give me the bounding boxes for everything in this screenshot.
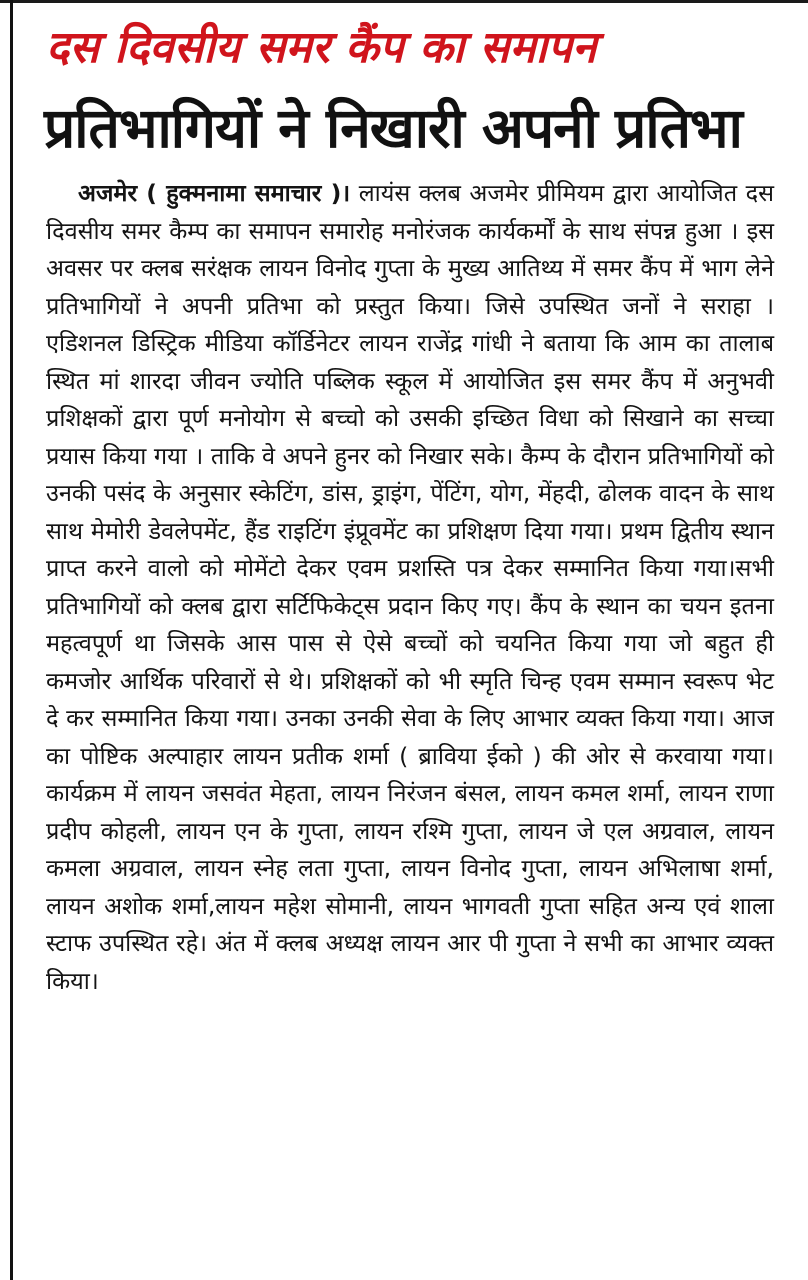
article-text: लायंस क्लब अजमेर प्रीमियम द्वारा आयोजित दस दिवसीय समर कैम्प का समापन समारोह मनोरंजक कार्यकर्मों के साथ संपन्न हुआ । इस अवसर पर क्लब सरंक्षक लायन विनोद गुप्ता के मुख्य आतिथ्य में समर कैंप में भाग लेने प्रतिभागियों ने अपनी प्रतिभा को प्रस्तुत किया। जिसे उपस्थित जनों ने सराहा । एडिशनल डिस्ट्रिक मीडिया कॉर्डिनेटर लायन राजेंद्र गांधी ने बताया कि आम का तालाब स्थित मां शारदा जीवन ज्योति पब्लिक स्कूल में आयोजित इस समर कैंप में अनुभवी प्रशिक्षकों द्वारा पूर्ण मनोयोग से बच्चो को उसकी इच्छित विधा को सिखाने का सच्चा प्रयास किया गया । ताकि वे अपने हुनर को निखार सके। कैम्प के दौरान प्रतिभागियों को उनकी पसंद के अनुसार स्केटिंग, डांस, ड्राइंग, पेंटिंग, योग, मेंहदी, ढोलक वादन के साथ साथ मेमोरी डेवलेपमेंट, हैंड राइटिंग इंप्रूवमेंट का प्रशिक्षण दिया गया। प्रथम द्वितीय स्थान प्राप्त करने वालो को मोमेंटो देकर एवम प्रशस्ति पत्र देकर सम्मानित किया गया।सभी प्रतिभागियों को क्लब द्वारा सर्टिफिकेट्स प्रदान किए गए। कैंप के स्थान का चयन इतना महत्वपूर्ण था जिसके आस पास से ऐसे बच्चों को चयनित किया गया जो बहुत ही कमजोर आर्थिक परिवारों से थे। प्रशिक्षकों को भी स्मृति चिन्ह एवम सम्मान स्वरूप भेट दे कर सम्मानित किया गया। उनका उनकी सेवा के लिए आभार व्यक्त किया गया। आज का पोष्टिक अल्पाहार लायन प्रतीक शर्मा ( ब्राविया ईको ) की ओर से करवाया गया। कार्यक्रम में लायन जसवंत मेहता, लायन निरंजन बंसल, लायन कमल शर्मा, लायन राणा प्रदीप कोहली, लायन एन के गुप्ता, लायन रश्मि गुप्ता, लायन जे एल अग्रवाल, लायन कमला अग्रवाल, लायन स्नेह लता गुप्ता, लायन विनोद गुप्ता, लायन अभिलाषा शर्मा, लायन अशोक शर्मा,लायन महेश सोमानी, लायन भागवती गुप्ता सहित अन्य एवं शाला स्टाफ उपस्थित रहे। अंत में क्लब अध्यक्ष लायन आर पी गुप्ता ने सभी का आभार व्यक्त किया। <box>46 179 774 995</box>
top-border <box>0 0 808 3</box>
kicker-headline: दस दिवसीय समर कैंप का समापन <box>46 22 597 73</box>
left-border <box>10 0 13 1280</box>
dateline: अजमेर ( हुक्मनामा समाचार )। <box>78 179 351 207</box>
article-body <box>46 175 774 1000</box>
main-headline: प्रतिभागियों ने निखारी अपनी प्रतिभा <box>44 96 742 160</box>
